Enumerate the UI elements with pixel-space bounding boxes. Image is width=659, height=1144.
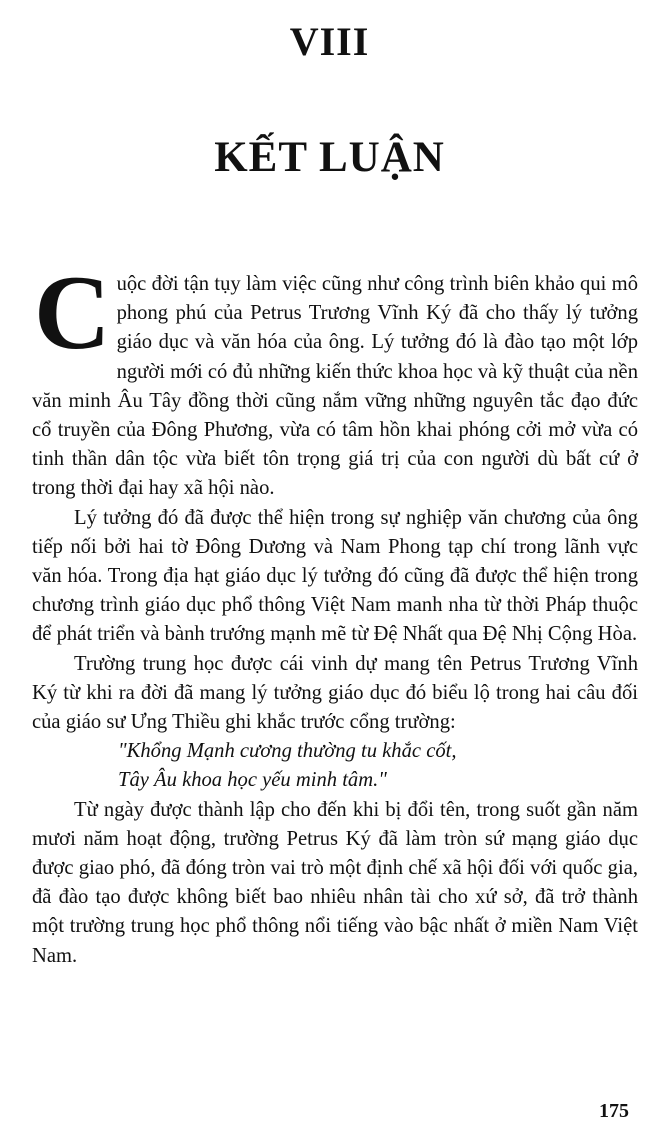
chapter-title: KẾT LUẬN [214,134,445,181]
paragraph-1 [32,254,638,504]
chapter-number: VIII [289,19,370,64]
body-text [32,254,638,971]
paragraph-1-text: uộc đời tận tụy làm việc cũng như công trình biên khảo qui mô phong phú của Petrus Trương Vĩnh Ký đã cho thấy lý tưởng giáo dục và văn hóa của ông. Lý tưởng đó là đào tạo một lớp người mới có đủ những kiến thức khoa học và kỹ thuật của nền văn minh Âu Tây đồng thời cũng nắm vững những nguyên tắc đạo đức cổ truyền của Đông Phương, vừa có tâm hồn khai phóng cởi mở vừa có tinh thần dân tộc vừa biết tôn trọng giá trị của con người dù bất cứ ở trong thời đại hay xã hội nào. [32,273,638,500]
page-number: 175 [599,1100,629,1122]
drop-cap: C [34,254,111,371]
verse-line-2: Tây Âu khoa học yếu minh tâm." [118,769,387,792]
paragraph-2: Lý tưởng đó đã được thể hiện trong sự nghiệp văn chương của ông tiếp nối bởi hai tờ Đông Dương và Nam Phong tạp chí trong lãnh vực văn hóa. Trong địa hạt giáo dục lý tưởng đó cũng đã được thể hiện trong chương trình giáo dục phổ thông Việt Nam manh nha từ thời Pháp thuộc để phát triển và bành trướng mạnh mẽ từ Đệ Nhất qua Đệ Nhị Cộng Hòa. [32,506,638,646]
verse-line-1: "Khổng Mạnh cương thường tu khắc cốt, [118,740,457,763]
paragraph-3: Trường trung học được cái vinh dự mang tên Petrus Trương Vĩnh Ký từ khi ra đời đã mang lý tưởng giáo dục đó biểu lộ trong hai câu đối của giáo sư Ưng Thiều ghi khắc trước cổng trường: [32,652,638,734]
closing-paragraph: Từ ngày được thành lập cho đến khi bị đổi tên, trong suốt gần năm mươi năm hoạt động, trường Petrus Ký đã làm tròn sứ mạng giáo dục được giao phó, đã đóng tròn vai trò một định chế xã hội đối với quốc gia, đã đào tạo được không biết bao nhiêu nhân tài cho xứ sở, đã trở thành một trường trung học phổ thông nổi tiếng vào bậc nhất ở miền Nam Việt Nam. [32,798,638,967]
